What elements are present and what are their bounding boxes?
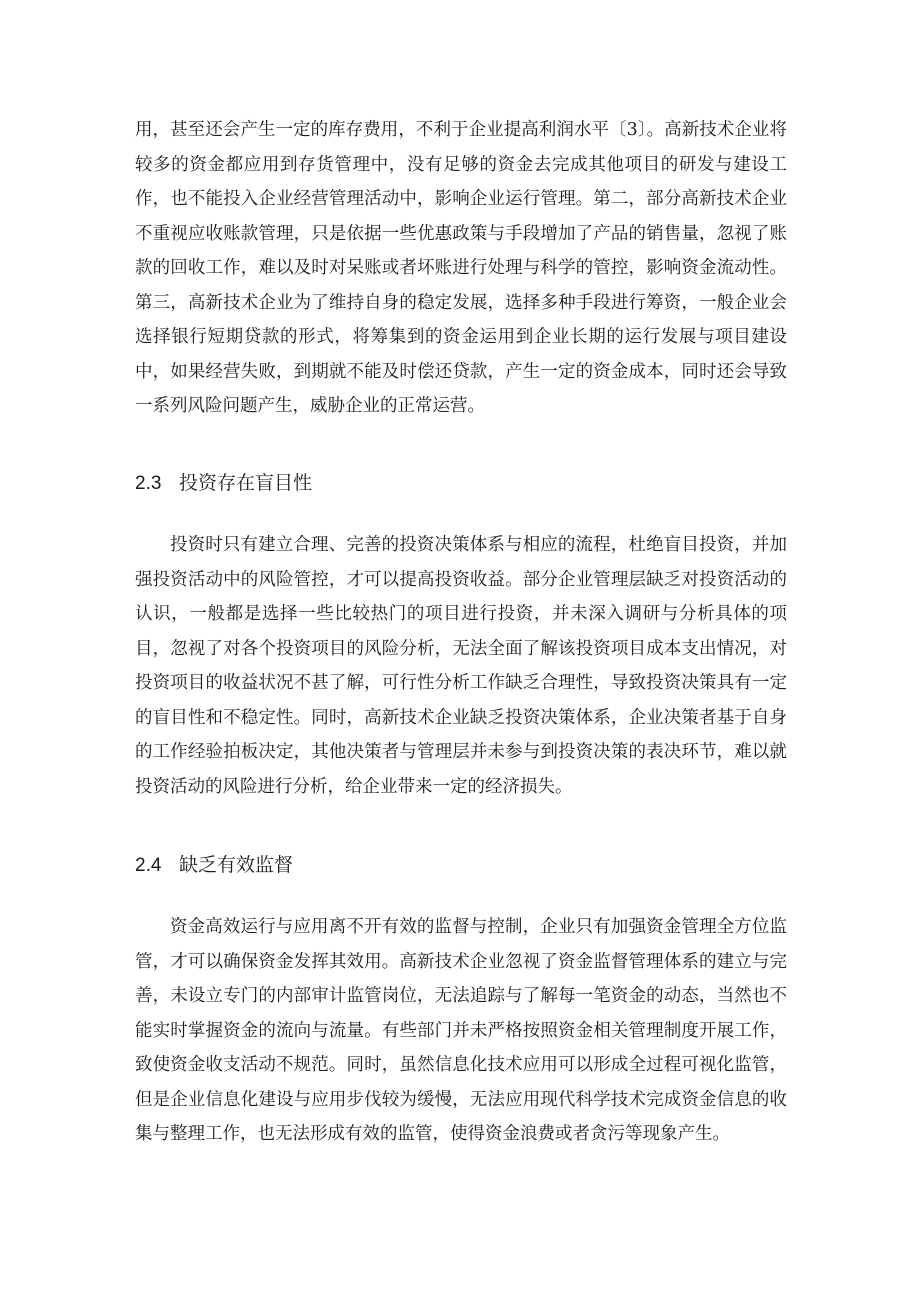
paragraph-supervision: 资金高效运行与应用离不开有效的监督与控制，企业只有加强资金管理全方位监管，才可以确保资金发挥其效用。高新技术企业忽视了资金监督管理体系的建立与完善，未设立专门的内部审计监管岗位，无法追踪与了解每一笔资金的动态，当然也不能实时掌握资金的流向与流量。有些部门并未严格按照资金相关管理制度开展工作，致使资金收支活动不规范。同时，虽然信息化技术应用可以形成全过程可视化监管，但是企业信息化建设与应用步伐较为缓慢，无法应用现代科学技术完成资金信息的收集与整理工作，也无法形成有效的监管，使得资金浪费或者贪污等现象产生。 — [135, 917, 787, 1144]
section-heading-2-3 — [135, 469, 312, 498]
paragraph-investment: 投资时只有建立合理、完善的投资决策体系与相应的流程，杜绝盲目投资，并加强投资活动中的风险管控，才可以提高投资收益。部分企业管理层缺乏对投资活动的认识，一般都是选择一些比较热门的项目进行投资，并未深入调研与分析具体的项目，忽视了对各个投资项目的风险分析，无法全面了解该投资项目成本支出情况，对投资项目的收益状况不甚了解，可行性分析工作缺乏合理性，导致投资决策具有一定的盲目性和不稳定性。同时，高新技术企业缺乏投资决策体系，企业决策者基于自身的工作经验拍板决定，其他决策者与管理层并未参与到投资决策的表决环节，难以就投资活动的风险进行分析，给企业带来一定的经济损失。 — [135, 535, 787, 797]
section-heading-2-4 — [135, 851, 293, 880]
section-title: 缺乏有效监督 — [179, 854, 294, 876]
paragraph-capital-structure: 用，甚至还会产生一定的库存费用，不利于企业提高利润水平〔3〕。高新技术企业将较多的资金都应用到存货管理中，没有足够的资金去完成其他项目的研发与建设工作，也不能投入企业经营管理活动中，影响企业运行管理。第二，部分高新技术企业不重视应收账款管理，只是依据一些优惠政策与手段增加了产品的销售量，忽视了账款的回收工作，难以及时对呆账或者坏账进行处理与科学的管控，影响资金流动性。第三，高新技术企业为了维持自身的稳定发展，选择多种手段进行筹资，一般企业会选择银行短期贷款的形式，将筹集到的资金运用到企业长期的运行发展与项目建设中，如果经营失败，到期就不能及时偿还贷款，产生一定的资金成本，同时还会导致一系列风险问题产生，威胁企业的正常运营。 — [135, 120, 787, 416]
section-title: 投资存在盲目性 — [179, 472, 313, 494]
section-number: 2.3 — [135, 473, 162, 494]
section-number: 2.4 — [135, 855, 162, 876]
